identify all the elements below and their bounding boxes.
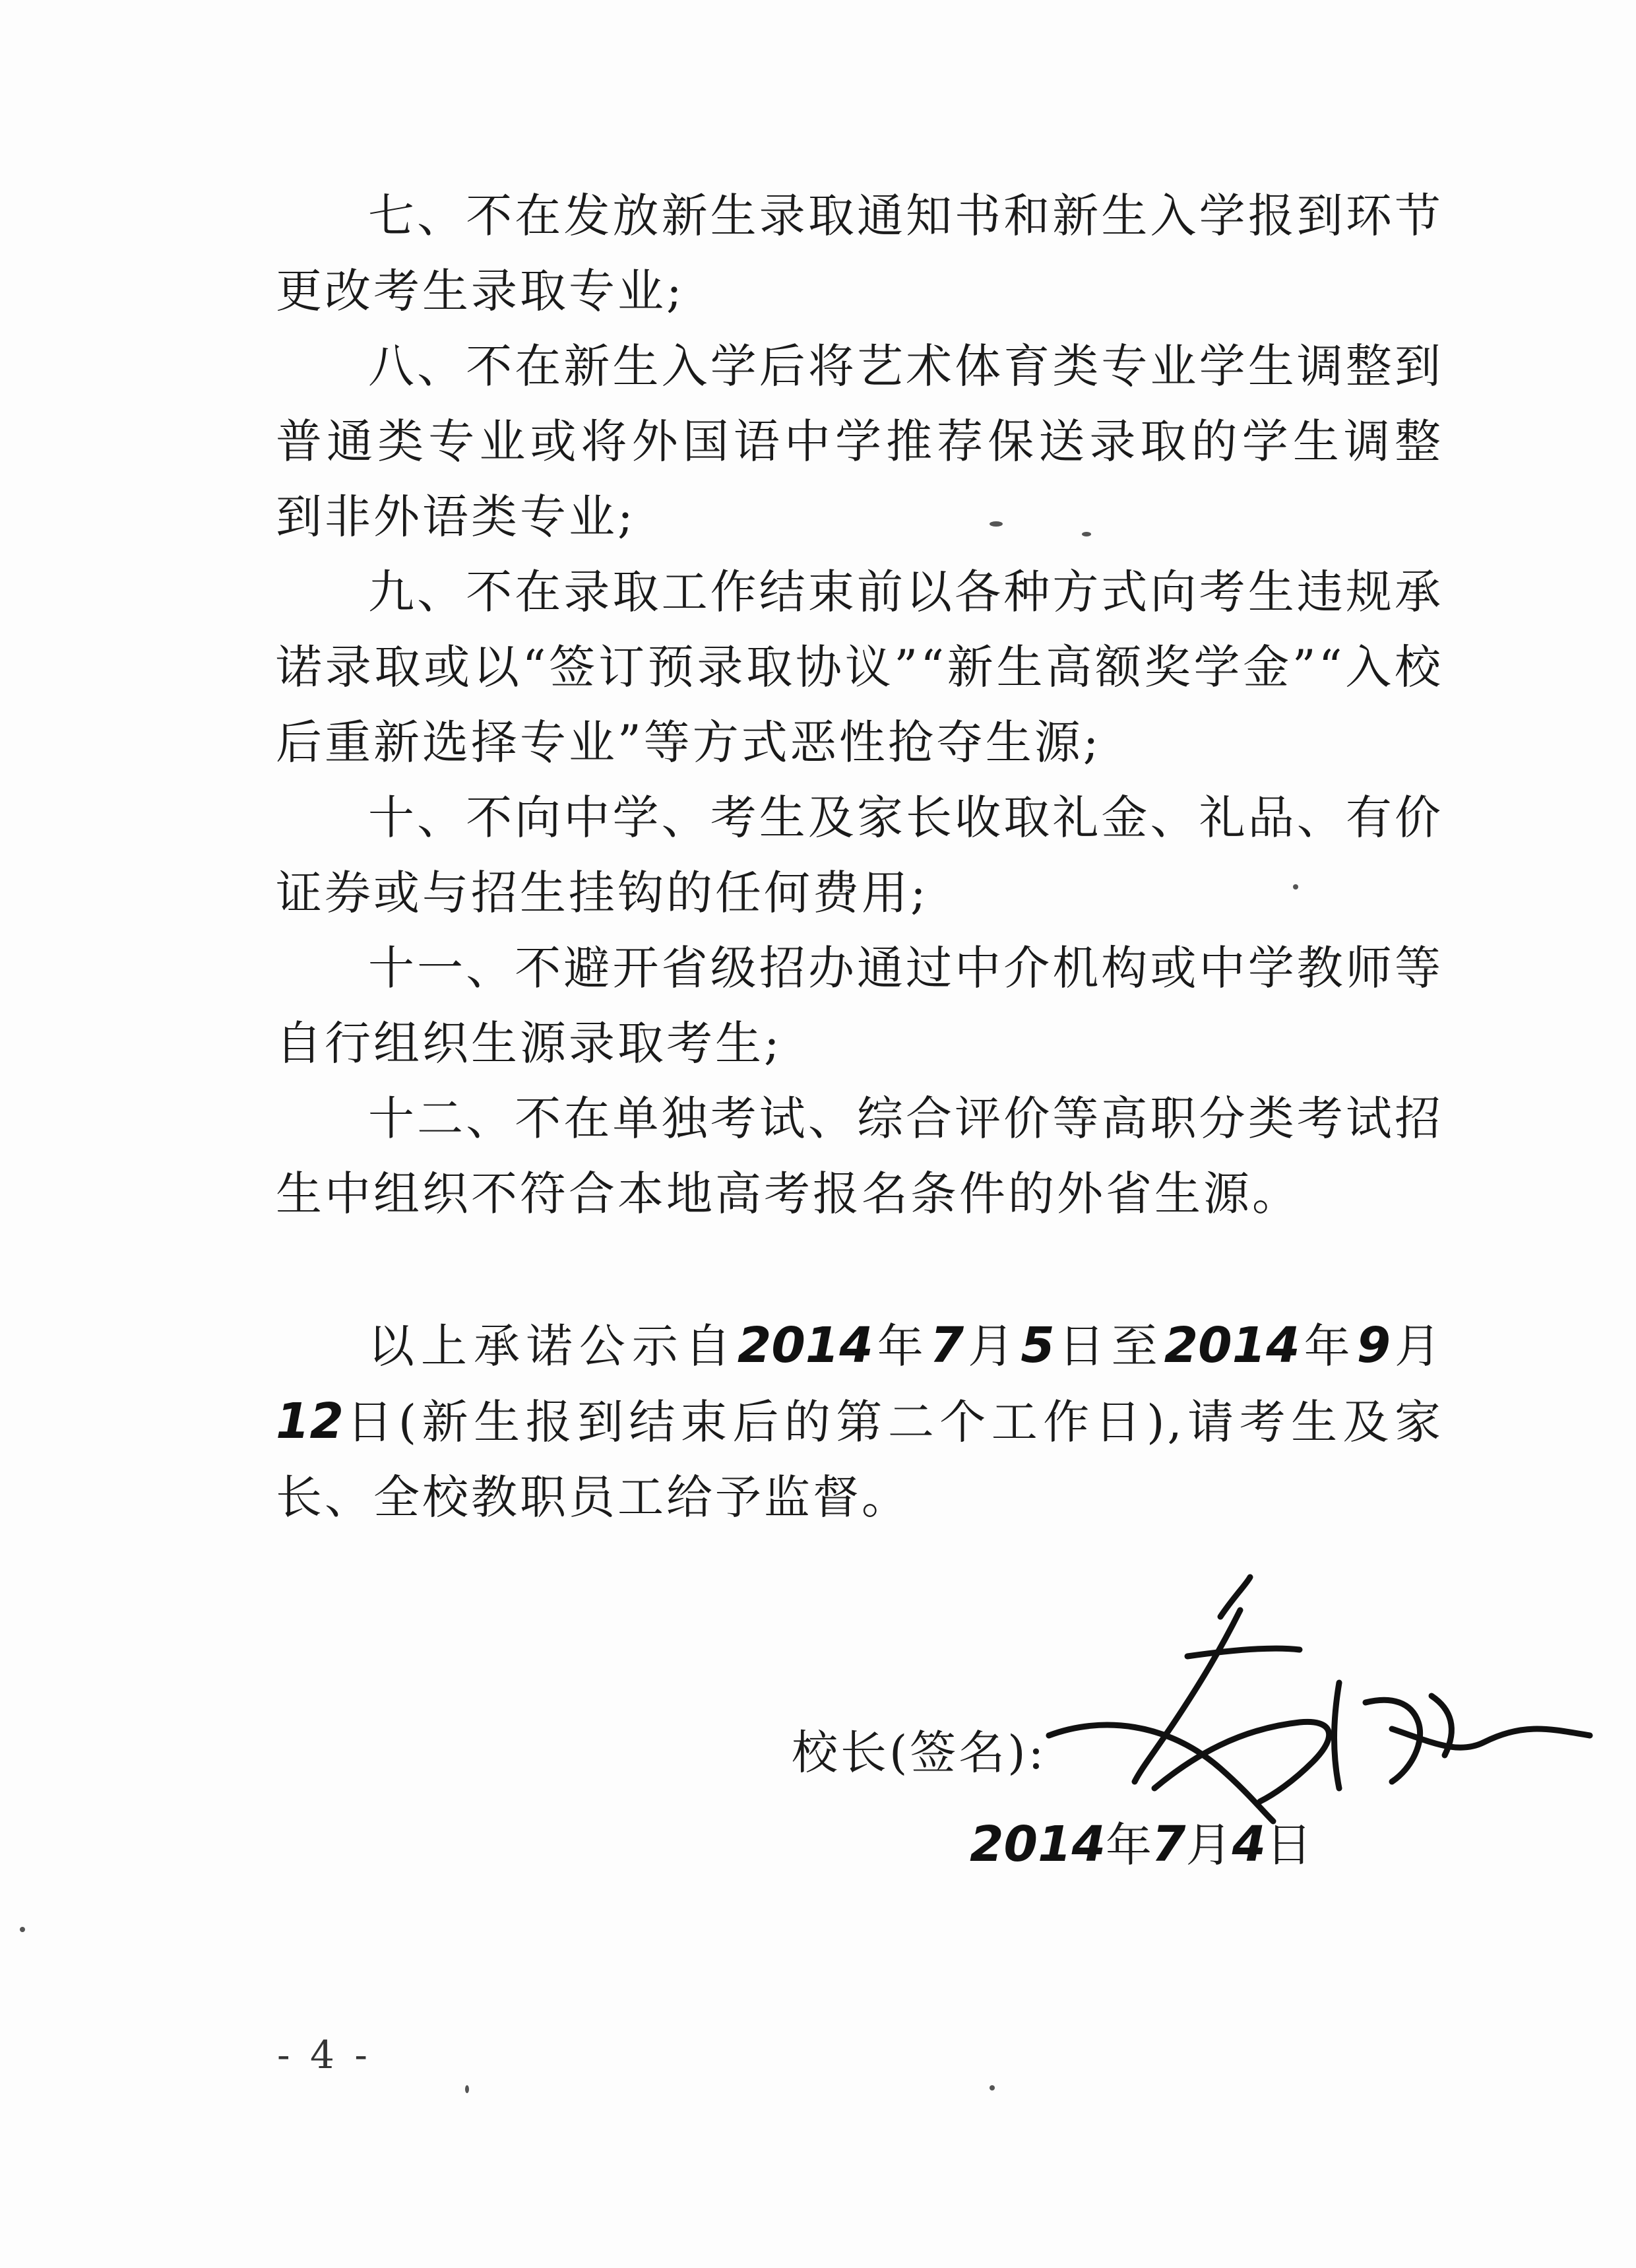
signature-date [970,1808,1312,1875]
paragraph-12: 十二、不在单独考试、综合评价等高职分类考试招生中组织不符合本地高考报名条件的外省生源。 [276,1091,1443,1221]
scan-speck [20,1927,25,1932]
date-year-handwritten: 2014 [970,1816,1106,1873]
date-month-char: 月 [1185,1818,1232,1872]
signature-block [792,1689,1517,1887]
end-day-handwritten: 12 [276,1393,344,1450]
notice-prefix: 以上承诺公示自 [368,1319,738,1373]
scan-speck [990,521,1003,527]
date-day-handwritten: 4 [1232,1816,1266,1873]
day-char: 日 [1054,1319,1112,1373]
month-char-2: 月 [1391,1319,1444,1373]
scan-speck [1082,532,1091,536]
date-day-char: 日 [1265,1818,1312,1872]
scan-speck [990,2085,995,2090]
month-char: 月 [964,1319,1021,1373]
scan-speck [1293,884,1298,890]
start-year-handwritten: 2014 [737,1317,873,1374]
handwritten-signature [1022,1571,1603,1848]
year-char: 年 [873,1319,930,1373]
paragraph-8: 八、不在新生入学后将艺术体育类专业学生调整到普通类专业或将外国语中学推荐保送录取的学生调整到非外语类专业; [276,339,1443,544]
paragraph-7: 七、不在发放新生录取通知书和新生入学报到环节更改考生录取专业; [276,189,1443,318]
scan-speck [465,2085,469,2093]
end-year-handwritten: 2014 [1164,1317,1300,1374]
body-text [276,178,1443,1535]
paragraph-10: 十、不向中学、考生及家长收取礼金、礼品、有价证券或与招生挂钩的任何费用; [276,791,1443,920]
signature-label: 校长(签名): [792,1726,1047,1780]
start-day-handwritten: 5 [1021,1317,1055,1374]
end-month-handwritten: 9 [1356,1317,1391,1374]
date-month-handwritten: 7 [1151,1816,1186,1873]
date-year-char: 年 [1105,1818,1152,1872]
page-number: - 4 - [277,2032,371,2077]
paragraph-9: 九、不在录取工作结束前以各种方式向考生违规承诺录取或以“签订预录取协议”“新生高额奖学金”“入校后重新选择专业”等方式恶性抢夺生源; [276,565,1443,769]
day-char-2: 日 [343,1395,398,1449]
start-month-handwritten: 7 [929,1317,964,1374]
notice-paragraph [276,1308,1443,1535]
spacer [276,1231,1443,1308]
paragraph-11: 十一、不避开省级招办通过中介机构或中学教师等自行组织生源录取考生; [276,941,1443,1070]
notice-suffix: (新生报到结束后的第二个工作日),请考生及家长、全校教职员工给予监督。 [276,1395,1443,1524]
to-char: 至 [1111,1319,1164,1373]
year-char-2: 年 [1300,1319,1357,1373]
